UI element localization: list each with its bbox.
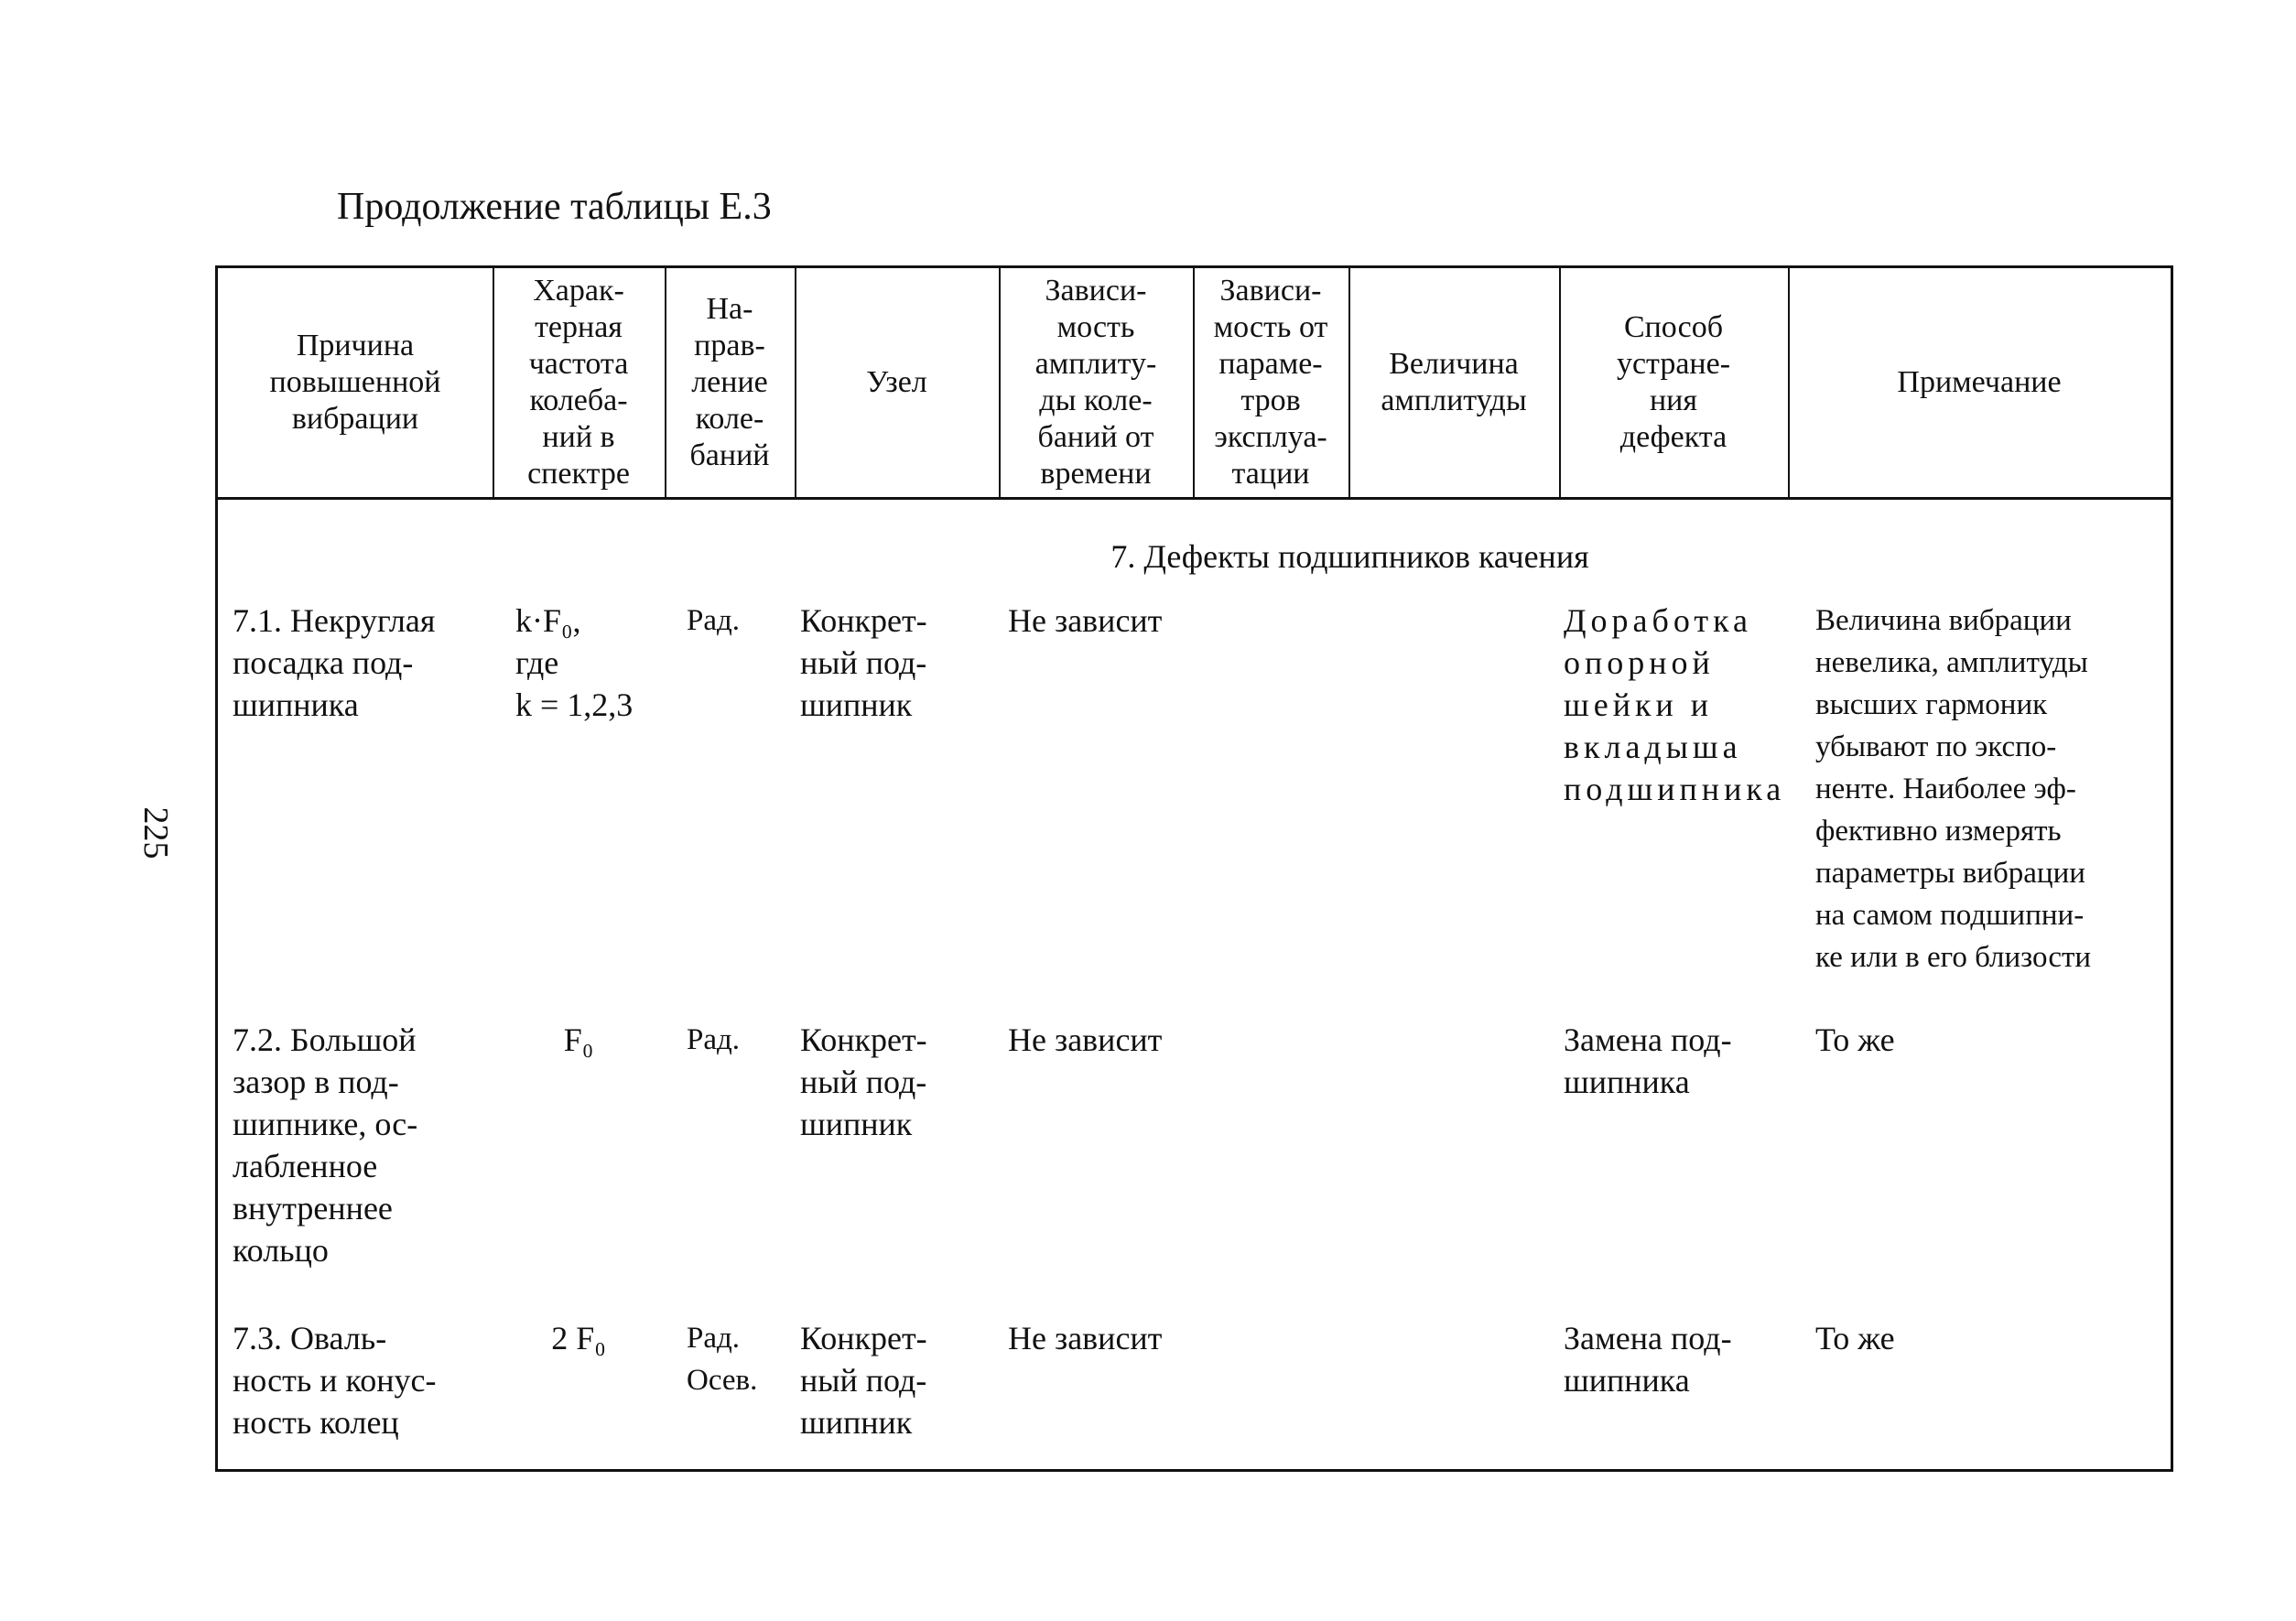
- row-time-dependence: Не зависит: [1008, 1021, 1163, 1058]
- row-cause: 7.3. Оваль- ность и конус- ность колец: [233, 1320, 437, 1441]
- row-frequency: 2 F₀: [551, 1320, 606, 1356]
- header-param-dependence-label: Зависи- мость от параме- тров эксплуа- тации: [1213, 274, 1328, 491]
- header-amplitude-label: Величина амплитуды: [1381, 347, 1527, 417]
- row-note: Величина вибрации невелика, амплитуды высших гармоник убывают по экспо- ненте. Наиболее эф- фективно измерять параметры вибрации на самом подшипни- ке или в его близости: [1815, 604, 2092, 974]
- header-remedy-label: Способ устране- ния дефекта: [1616, 310, 1731, 454]
- section-title: 7. Дефекты подшипников качения: [1110, 538, 1589, 575]
- header-time-dependence: [999, 268, 1193, 497]
- page-number: 225: [136, 806, 175, 859]
- row-cause: 7.1. Некруглая посадка под- шипника: [233, 602, 436, 723]
- header-cause-label: Причина повышенной вибрации: [269, 329, 441, 436]
- header-node-label: Узел: [866, 365, 927, 399]
- header-param-dependence: [1193, 268, 1348, 497]
- row-remedy: Доработка опорной шейки и вкладыша подшипника: [1564, 602, 1786, 807]
- header-direction: [665, 268, 795, 497]
- row-frequency: k·F₀, где k = 1,2,3: [515, 602, 634, 723]
- row-remedy: Замена под- шипника: [1564, 1021, 1732, 1100]
- row-direction: Рад. Осев.: [687, 1322, 758, 1397]
- row-time-dependence: Не зависит: [1008, 602, 1163, 639]
- table-caption: Продолжение таблицы Е.3: [337, 186, 772, 228]
- row-direction: Рад.: [687, 1023, 741, 1056]
- header-note-label: Примечание: [1897, 365, 2062, 399]
- row-cause: 7.2. Большой зазор в под- шипнике, ос- лабленное внутреннее кольцо: [233, 1021, 418, 1269]
- header-direction-label: На- прав- ление коле- баний: [689, 292, 770, 472]
- row-node: Конкрет- ный под- шипник: [800, 1021, 927, 1142]
- row-time-dependence: Не зависит: [1008, 1320, 1163, 1356]
- header-cause: [218, 268, 493, 497]
- header-remedy: [1559, 268, 1788, 497]
- row-direction: Рад.: [687, 604, 741, 637]
- header-rule: [218, 497, 2171, 500]
- row-remedy: Замена под- шипника: [1564, 1320, 1732, 1399]
- header-frequency-label: Харак- терная частота колеба- ний в спектре: [527, 274, 630, 491]
- row-note: То же: [1815, 1320, 1895, 1356]
- row-node: Конкрет- ный под- шипник: [800, 602, 927, 723]
- header-frequency: [493, 268, 665, 497]
- header-note: [1788, 268, 2171, 497]
- row-note: То же: [1815, 1021, 1895, 1058]
- defects-table: [215, 265, 2173, 1472]
- row-node: Конкрет- ный под- шипник: [800, 1320, 927, 1441]
- row-frequency: F₀: [563, 1021, 594, 1058]
- header-time-dependence-label: Зависи- мость амплиту- ды коле- баний от времени: [1034, 274, 1157, 491]
- header-amplitude: [1348, 268, 1559, 497]
- header-node: [795, 268, 999, 497]
